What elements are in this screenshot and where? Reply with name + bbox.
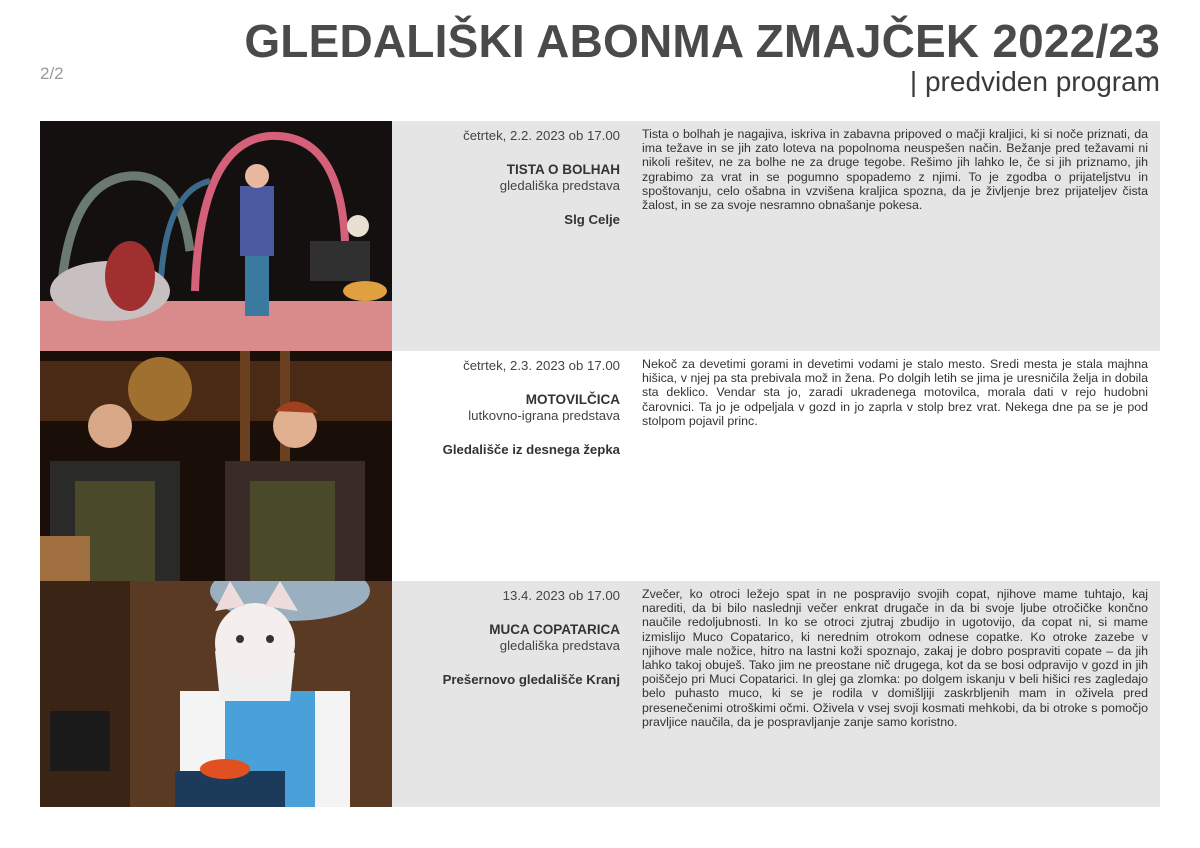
show-meta bbox=[392, 581, 632, 807]
show-meta bbox=[392, 121, 632, 351]
stage-photo-image bbox=[40, 351, 392, 581]
page-title: GLEDALIŠKI ABONMA ZMAJČEK 2022/23 bbox=[244, 15, 1160, 67]
page-subtitle: | predviden program bbox=[909, 66, 1160, 97]
show-company: Prešernovo gledališče Kranj bbox=[442, 672, 620, 687]
stage-photo-image bbox=[40, 121, 392, 351]
show-company: Slg Celje bbox=[564, 212, 620, 227]
show-description: Nekoč za devetimi gorami in devetimi vodami je stalo mesto. Sredi mesta je stala majhna hišica, v njej pa sta prebivala mož in žena. Po dolgih letih se jima je uresničila želja in dobila sta deklico. Vendar sta jo, zaradi ukradenega motovilca, morala dati v rejo hudobni čarovnici. Ta jo je odpeljala v gozd in jo zaprla v stolp brez vrat. Nekega dne pa se je pod stolpom pojavil princ. bbox=[642, 357, 1148, 428]
show-title: MUCA COPATARICA bbox=[489, 622, 620, 637]
show-title: TISTA O BOLHAH bbox=[506, 162, 620, 177]
show-meta bbox=[392, 351, 632, 581]
show-genre: gledališka predstava bbox=[499, 638, 620, 653]
show-description: Tista o bolhah je nagajiva, iskriva in zabavna pripoved o mačji kraljici, ki si noče priznati, da ima težave in se jih zato loteva na popolnoma neuspešen način. Bežanje pred težavami ni nikoli rešitev, ne za bolhe ne za druge tegobe. Rešimo jih lahko le, če si jih priznamo, jih zgrabimo za vrat in se pogumno spopademo z njimi. To je zgodba o prijateljstvu in spoštovanju, celo ošabna in vzvišena kraljica spozna, da je življenje brez prijateljev čista žalost, in se za svoje nesramno obnašanje pokesa. bbox=[632, 121, 1160, 351]
stage-photo-image bbox=[40, 581, 392, 807]
show-company: Gledališče iz desnega žepka bbox=[442, 442, 620, 457]
show-photo bbox=[40, 121, 392, 351]
show-genre: gledališka predstava bbox=[499, 178, 620, 193]
show-date: četrtek, 2.3. 2023 ob 17.00 bbox=[463, 358, 620, 373]
show-row bbox=[40, 581, 1160, 807]
show-date: četrtek, 2.2. 2023 ob 17.00 bbox=[463, 128, 620, 143]
show-row bbox=[40, 351, 1160, 581]
show-genre: lutkovno-igrana predstava bbox=[468, 408, 620, 423]
show-title: MOTOVILČICA bbox=[525, 392, 620, 407]
show-photo bbox=[40, 581, 392, 807]
show-photo bbox=[40, 351, 392, 581]
show-description: Zvečer, ko otroci ležejo spat in ne pospravijo svojih copat, njihove mame tuhtajo, kaj narediti, da bi bilo naslednji večer enkrat drugače in da bi svoje ljube otročičke končno naučile redoljubnosti. In ko se otroci zjutraj zbudijo in ugotovijo, da copat ni, si mame izmislijo Muco Copatarico, ki nerednim otrokom odnese copatke. Ko otroke zazebe v njihove male nožice, hitro na lastni koži spoznajo, zakaj je dobro pospraviti copate – da jih lahko takoj obuješ. Tako jim ne preostane nič drugega, kot da se bosi odpravijo v gozd in jih poiščejo pri Muci Copatarici. In glej ga zlomka: po dolgem iskanju v beli hišici res zagledajo belo puhasto muco, ki se je rodila v domišljiji zaskrbljenih mam in oživela pred presenečenimi otroškimi očmi. Oživela v vsej svoji kosmati mehkobi, da bi otroke s pomočjo pravljice naučila, da je pospravljanje zanje samo koristno. bbox=[632, 581, 1160, 807]
show-date: 13.4. 2023 ob 17.00 bbox=[502, 588, 620, 603]
show-row bbox=[40, 121, 1160, 351]
program-list bbox=[40, 121, 1160, 807]
page-number: 2/2 bbox=[40, 64, 64, 83]
